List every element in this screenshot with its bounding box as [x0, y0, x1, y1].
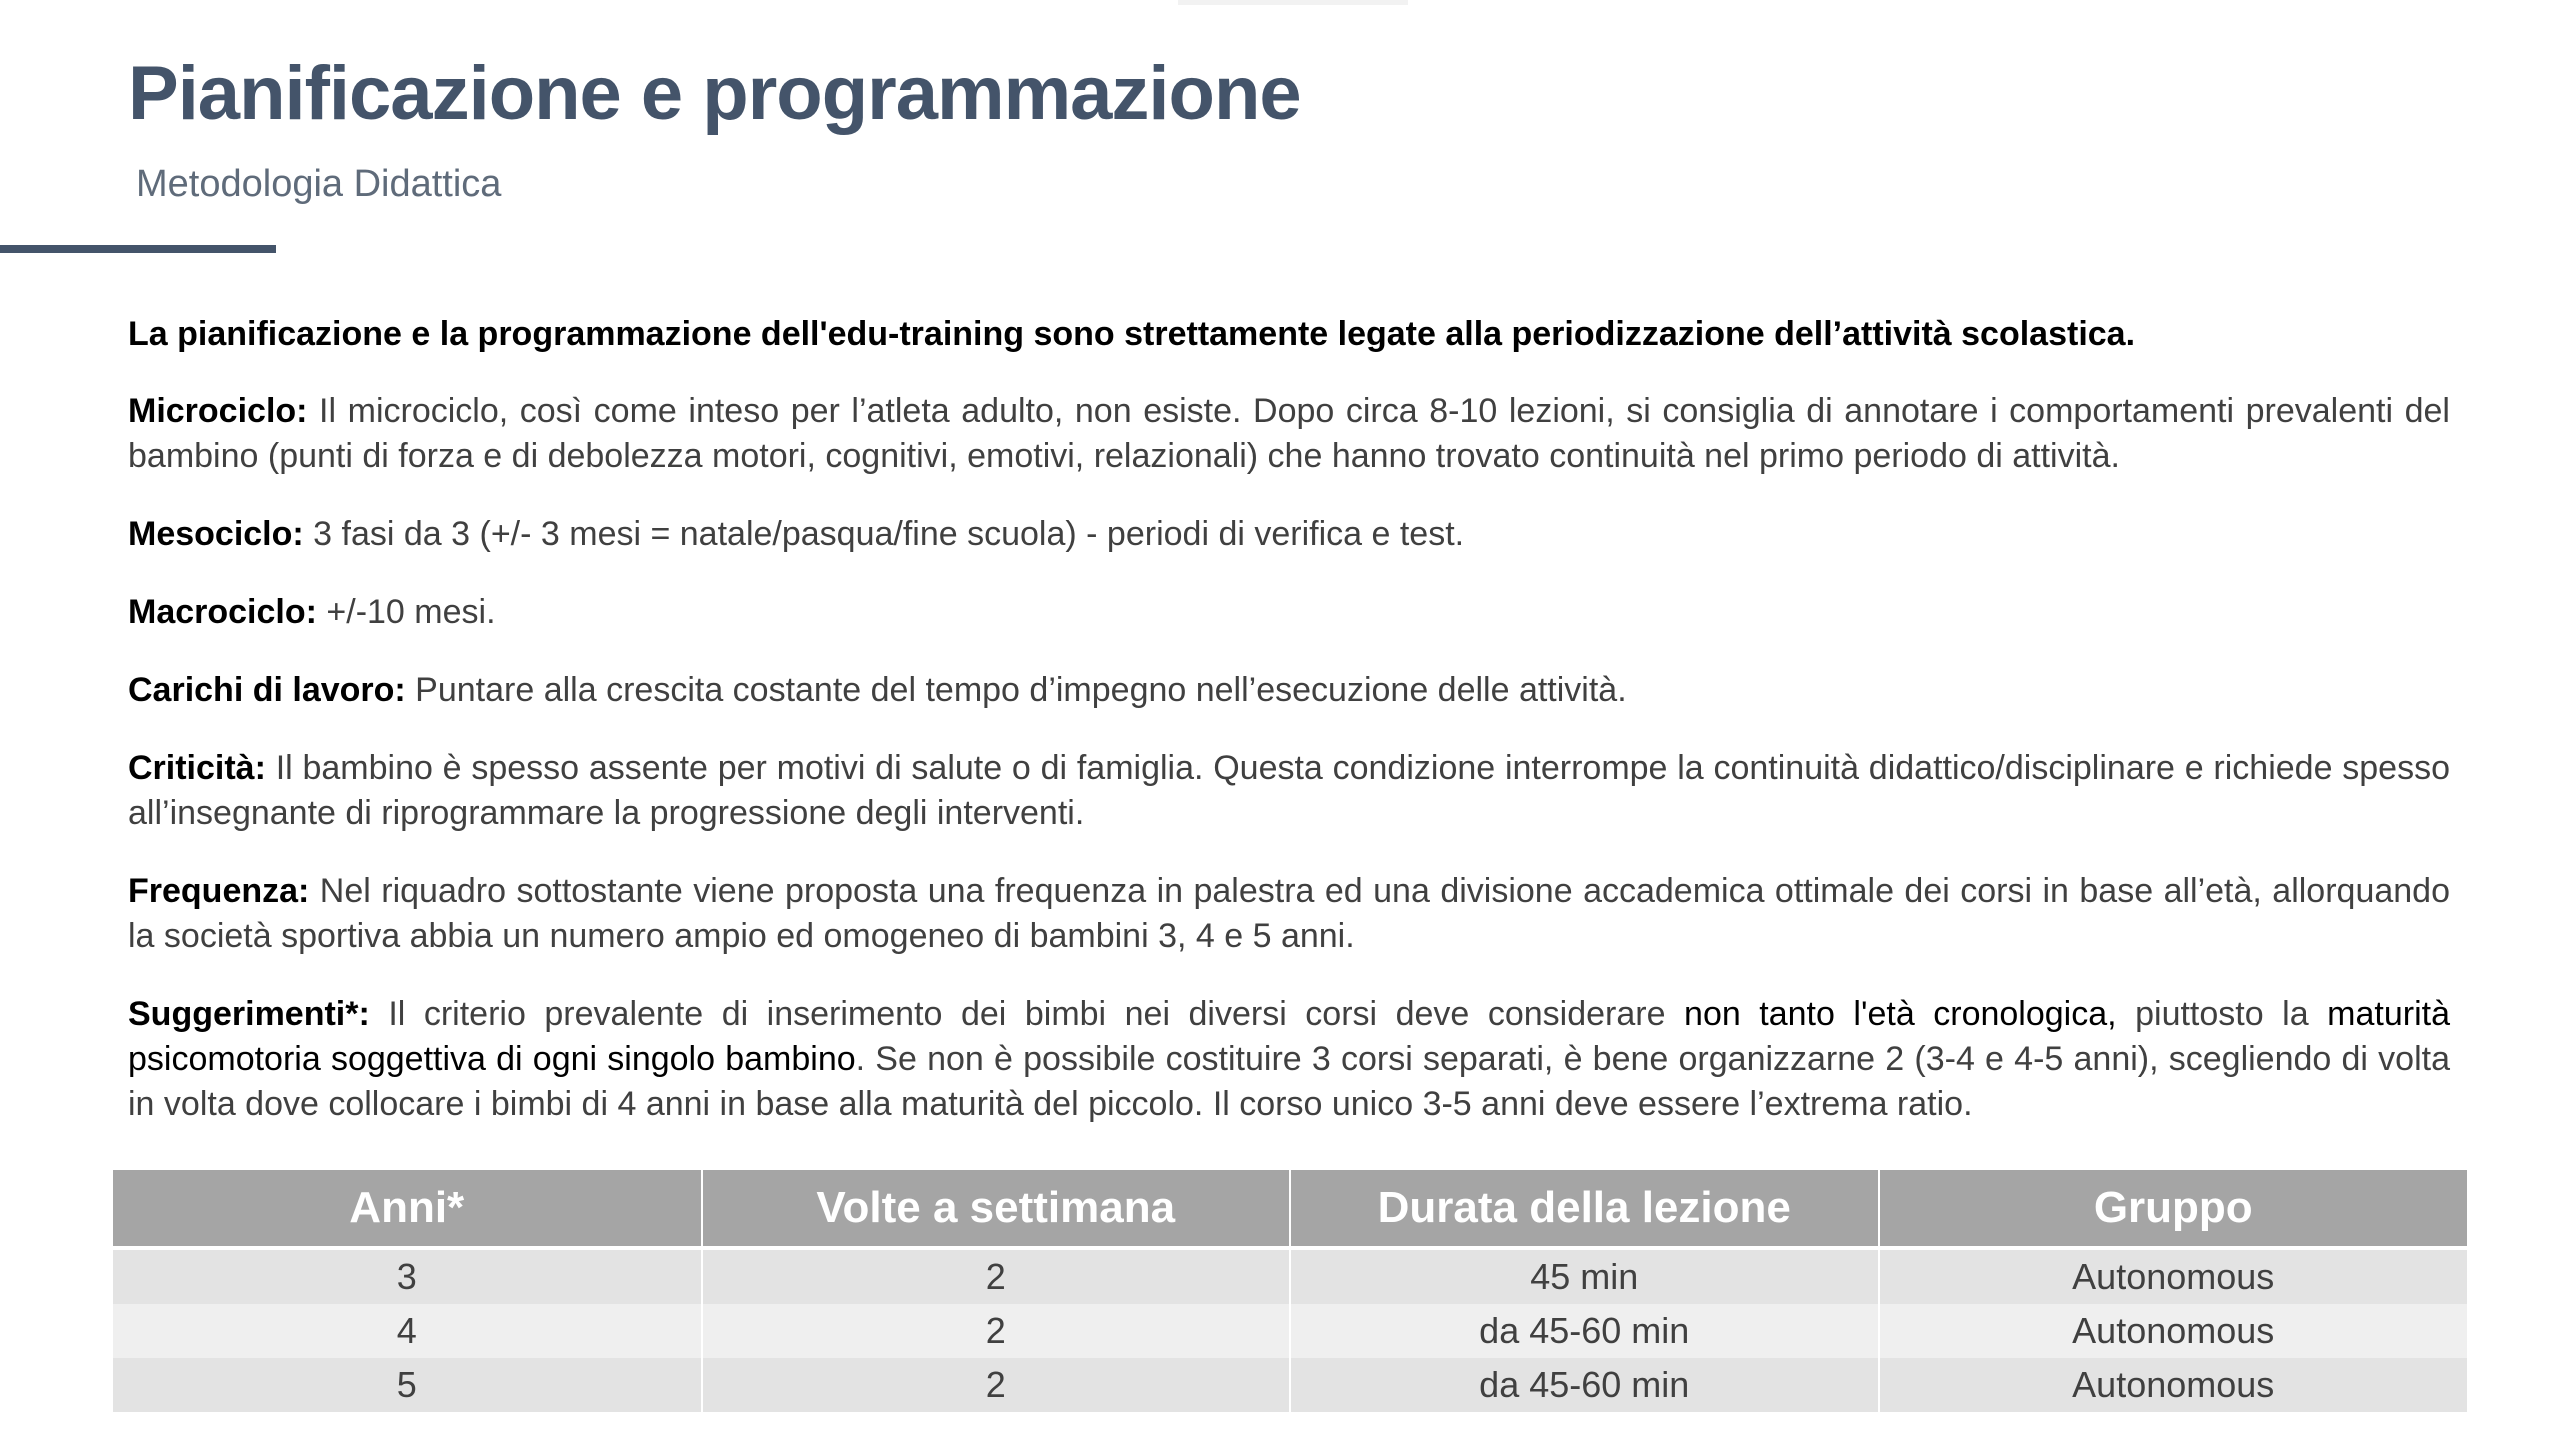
header-anni: Anni*: [113, 1170, 702, 1248]
cell-gruppo: Autonomous: [1879, 1304, 2468, 1358]
cell-anni: 4: [113, 1304, 702, 1358]
header-volte: Volte a settimana: [702, 1170, 1291, 1248]
suggerimenti-emphasis-a: non tanto l'età cronologica,: [1684, 995, 2117, 1033]
mesociclo-paragraph: [128, 512, 2450, 557]
frequenza-label: Frequenza:: [128, 872, 310, 910]
suggerimenti-paragraph: [128, 992, 2450, 1127]
cell-volte: 2: [702, 1358, 1291, 1412]
carichi-label: Carichi di lavoro:: [128, 671, 406, 709]
suggerimenti-text-c: . Se non è possibile costituire 3 corsi separati, è bene organizzarne 2 (3-4 e 4-5 anni), scegliendo di volta in volta dove collocare i bimbi di 4 anni in base alla maturità del piccolo. Il corso unico 3-5 anni deve essere l’extrema ratio.: [128, 1040, 2450, 1123]
page-subtitle: Metodologia Didattica: [136, 163, 502, 205]
macrociclo-label: Macrociclo:: [128, 593, 317, 631]
cell-anni: 3: [113, 1248, 702, 1304]
macrociclo-paragraph: [128, 590, 2450, 635]
cell-durata: 45 min: [1290, 1248, 1879, 1304]
cell-durata: da 45-60 min: [1290, 1304, 1879, 1358]
criticita-label: Criticità:: [128, 749, 266, 787]
frequenza-text: Nel riquadro sottostante viene proposta una frequenza in palestra ed una divisione accademica ottimale dei corsi in base all’età, allorquando la società sportiva abbia un numero ampio ed omogeneo di bambini 3, 4 e 5 anni.: [128, 872, 2450, 955]
suggerimenti-text-a: Il criterio prevalente di inserimento dei bimbi nei diversi corsi deve considerare: [369, 995, 1685, 1033]
course-frequency-table: [113, 1170, 2467, 1412]
intro-paragraph: La pianificazione e la programmazione dell'edu-training sono strettamente legate alla periodizzazione dell’attività scolastica.: [128, 315, 2136, 353]
macrociclo-text: +/-10 mesi.: [316, 593, 496, 631]
cell-durata: da 45-60 min: [1290, 1358, 1879, 1412]
table-row: [113, 1304, 2467, 1358]
cell-volte: 2: [702, 1248, 1291, 1304]
suggerimenti-label: Suggerimenti*:: [128, 995, 370, 1033]
cell-gruppo: Autonomous: [1879, 1248, 2468, 1304]
criticita-text: Il bambino è spesso assente per motivi di salute o di famiglia. Questa condizione interrompe la continuità didattico/disciplinare e richiede spesso all’insegnante di riprogrammare la progressione degli interventi.: [128, 749, 2450, 832]
cell-anni: 5: [113, 1358, 702, 1412]
cell-volte: 2: [702, 1304, 1291, 1358]
suggerimenti-text-b: piuttosto la: [2116, 995, 2328, 1033]
carichi-text: Puntare alla crescita costante del tempo d’impegno nell’esecuzione delle attività.: [405, 671, 1627, 709]
table-row: [113, 1248, 2467, 1304]
header-gruppo: Gruppo: [1879, 1170, 2468, 1248]
carichi-paragraph: [128, 668, 2450, 713]
page-title: Pianificazione e programmazione: [128, 51, 1301, 136]
table-row: [113, 1358, 2467, 1412]
top-tab-decoration: [1178, 0, 1408, 5]
mesociclo-text: 3 fasi da 3 (+/- 3 mesi = natale/pasqua/fine scuola) - periodi di verifica e test.: [303, 515, 1465, 553]
criticita-paragraph: [128, 746, 2450, 836]
microciclo-text: Il microciclo, così come inteso per l’atleta adulto, non esiste. Dopo circa 8-10 lezioni, si consiglia di annotare i comportamenti prevalenti del bambino (punti di forza e di debolezza motori, cognitivi, emotivi, relazionali) che hanno trovato continuità nel primo periodo di attività.: [128, 392, 2450, 475]
body-text: [128, 312, 2450, 1160]
frequenza-paragraph: [128, 869, 2450, 959]
title-underline-bar: [0, 245, 276, 253]
microciclo-label: Microciclo:: [128, 392, 308, 430]
table-header-row: [113, 1170, 2467, 1248]
mesociclo-label: Mesociclo:: [128, 515, 304, 553]
cell-gruppo: Autonomous: [1879, 1358, 2468, 1412]
microciclo-paragraph: [128, 389, 2450, 479]
header-durata: Durata della lezione: [1290, 1170, 1879, 1248]
suggerimenti-emphasis-b: maturità psicomotoria soggettiva di ogni singolo bambino: [128, 995, 2450, 1078]
